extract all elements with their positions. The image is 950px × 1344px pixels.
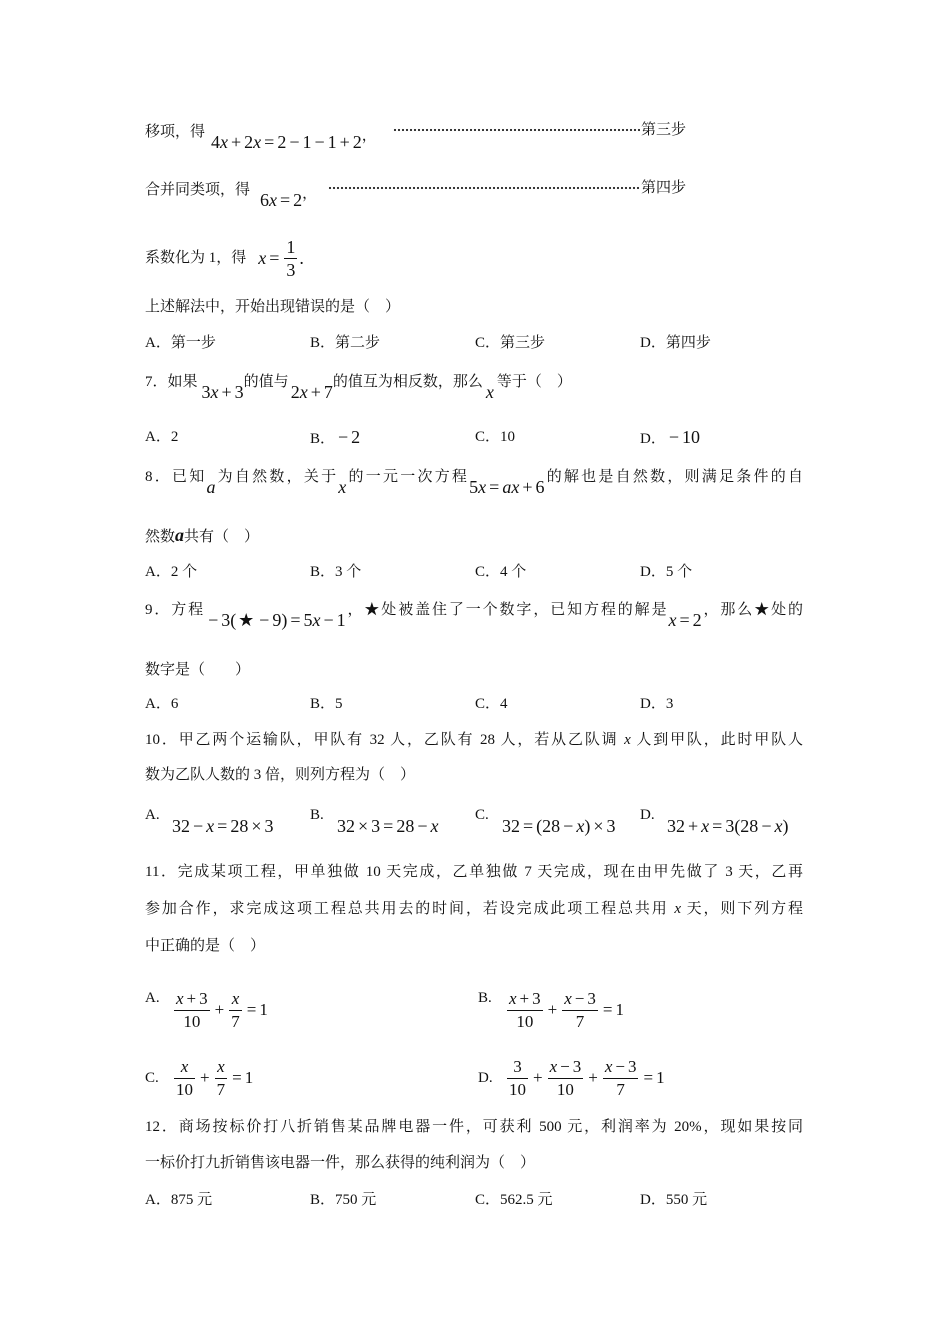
option-text: − 2 bbox=[338, 427, 361, 447]
option-text: 3 bbox=[665, 696, 674, 712]
question-text: 的值与 bbox=[243, 374, 289, 390]
option-letter: C． bbox=[475, 335, 501, 351]
step-label: 移项，得 bbox=[145, 124, 206, 140]
question-text: 为自然数，关于 bbox=[215, 469, 339, 485]
option-text: − 10 bbox=[668, 427, 700, 447]
option-letter: C． bbox=[475, 696, 501, 712]
q8-option-c bbox=[475, 562, 526, 582]
fraction-numerator: x − 3 bbox=[562, 988, 598, 1011]
step-tag: 第四步 bbox=[641, 180, 687, 196]
q8-option-d bbox=[640, 562, 692, 582]
fraction-numerator: x bbox=[215, 1056, 228, 1079]
option-letter: B． bbox=[310, 1192, 336, 1208]
fraction-denominator: 10 bbox=[183, 1011, 201, 1031]
option-letter: C. bbox=[475, 807, 489, 823]
question-text: 然数 bbox=[145, 529, 176, 545]
q6-option-c bbox=[475, 333, 545, 353]
fraction-denominator: 10 bbox=[556, 1079, 574, 1099]
fraction bbox=[603, 1056, 639, 1101]
step-label: 合并同类项，得 bbox=[145, 182, 251, 198]
question-text: 9．方程 bbox=[145, 602, 206, 618]
fraction bbox=[229, 988, 242, 1033]
question-text: 12．商场按标价打八折销售某品牌电器一件，可获利 500 元，利润率为 20%，现如果按同 bbox=[145, 1119, 803, 1135]
fraction bbox=[507, 1056, 528, 1101]
option-letter: D． bbox=[640, 564, 666, 580]
q12-option-c bbox=[475, 1190, 553, 1210]
question-text: 共有（ ） bbox=[184, 529, 260, 545]
fraction-numerator: x + 3 bbox=[174, 988, 210, 1011]
q7-option-c bbox=[475, 427, 515, 447]
q7-option-b bbox=[310, 427, 360, 449]
option-letter: C． bbox=[475, 1192, 501, 1208]
option-equation: 32 = (28 − x) × 3 bbox=[502, 816, 616, 836]
operator: + bbox=[214, 1000, 225, 1019]
option-text: 第二步 bbox=[335, 335, 381, 351]
option-equation: 32 × 3 = 28 − x bbox=[337, 816, 439, 836]
question-math: 5x = ax + 6 bbox=[469, 477, 545, 497]
q12-stem-line-2 bbox=[145, 1153, 535, 1173]
fraction-numerator: x − 3 bbox=[548, 1056, 584, 1079]
right-hand-side: = 1 bbox=[643, 1068, 665, 1087]
question-math: a bbox=[175, 525, 185, 545]
fraction-denominator: 7 bbox=[231, 1011, 240, 1031]
option-letter: C. bbox=[145, 1070, 159, 1086]
operator: + bbox=[547, 1000, 558, 1019]
option-letter: D． bbox=[640, 335, 666, 351]
right-hand-side: = 1 bbox=[602, 1000, 624, 1019]
step-lhs: x = bbox=[258, 248, 280, 268]
question-text: ，★处被盖住了一个数字，已知方程的解是 bbox=[345, 602, 669, 618]
question-math: x bbox=[485, 382, 494, 402]
right-hand-side: = 1 bbox=[246, 1000, 268, 1019]
solution-step-5 bbox=[145, 233, 304, 283]
fraction bbox=[507, 988, 543, 1033]
q9-option-d bbox=[640, 694, 673, 714]
q6-option-b bbox=[310, 333, 380, 353]
dotted-leader bbox=[328, 186, 640, 190]
fraction-numerator: 3 bbox=[507, 1056, 528, 1079]
fraction bbox=[215, 1056, 228, 1101]
q9-option-c bbox=[475, 694, 508, 714]
option-text: 第一步 bbox=[170, 335, 216, 351]
fraction bbox=[562, 988, 598, 1033]
option-text: 550 元 bbox=[665, 1192, 708, 1208]
option-letter: B． bbox=[310, 431, 336, 447]
q9-stem-line-2 bbox=[145, 660, 250, 680]
fraction bbox=[284, 236, 297, 281]
option-letter: B. bbox=[478, 990, 492, 1006]
option-letter: B． bbox=[310, 696, 336, 712]
dotted-leader bbox=[393, 128, 640, 132]
q12-option-b bbox=[310, 1190, 376, 1210]
option-letter: D. bbox=[640, 807, 655, 823]
question-math: − 3(★ − 9) = 5x − 1 bbox=[208, 610, 346, 630]
option-equation: 32 − x = 28 × 3 bbox=[172, 816, 274, 836]
q12-option-a bbox=[145, 1190, 212, 1210]
question-text: 的解也是自然数，则满足条件的自 bbox=[544, 469, 803, 485]
option-text: 750 元 bbox=[335, 1192, 377, 1208]
q9-option-b bbox=[310, 694, 343, 714]
option-text: 10 bbox=[500, 429, 516, 445]
q9-stem-line-1 bbox=[145, 598, 803, 630]
option-text: 4 bbox=[500, 696, 508, 712]
option-letter: A. bbox=[145, 990, 160, 1006]
option-letter: A． bbox=[145, 696, 171, 712]
q11-stem-line-2 bbox=[145, 899, 803, 919]
option-letter: A． bbox=[145, 335, 171, 351]
option-text: 5 bbox=[335, 696, 343, 712]
option-text: 2 bbox=[170, 429, 179, 445]
question-text: 10．甲乙两个运输队，甲队有 32 人，乙队有 28 人，若从乙队调 x 人到甲队，此时甲队人 bbox=[145, 732, 803, 748]
operator: + bbox=[200, 1068, 210, 1087]
step-end: . bbox=[299, 248, 304, 268]
option-text: 5 个 bbox=[665, 564, 693, 580]
q12-stem-line-1 bbox=[145, 1117, 803, 1137]
step-label: 系数化为 1，得 bbox=[145, 250, 247, 266]
option-letter: B． bbox=[310, 564, 336, 580]
fraction bbox=[174, 1056, 195, 1101]
question-text: 7．如果 bbox=[145, 374, 198, 390]
option-letter: A． bbox=[145, 564, 171, 580]
operator: + bbox=[588, 1068, 598, 1087]
step-punct: ， bbox=[302, 186, 318, 202]
option-letter: B． bbox=[310, 335, 336, 351]
q8-option-a bbox=[145, 562, 197, 582]
option-letter: B. bbox=[310, 807, 324, 823]
fraction-numerator: 1 bbox=[286, 236, 296, 257]
fraction-denominator: 10 bbox=[176, 1079, 193, 1099]
step-punct: ， bbox=[361, 128, 377, 144]
option-text: 2 个 bbox=[170, 564, 198, 580]
q6-option-a bbox=[145, 333, 216, 353]
option-letter: C． bbox=[475, 429, 501, 445]
q11-stem-line-3 bbox=[145, 936, 265, 956]
option-letter: D. bbox=[478, 1070, 493, 1086]
question-text: 中正确的是（ ） bbox=[145, 938, 266, 954]
option-letter: D． bbox=[640, 1192, 666, 1208]
fraction-denominator: 10 bbox=[516, 1011, 534, 1031]
fraction-numerator: x + 3 bbox=[507, 988, 543, 1011]
solution-step-3 bbox=[145, 120, 687, 152]
fraction-denominator: 10 bbox=[509, 1079, 526, 1099]
question-math: 3x + 3 bbox=[201, 382, 244, 402]
option-equation bbox=[172, 985, 268, 1035]
operator: + bbox=[533, 1068, 543, 1087]
fraction-denominator: 7 bbox=[616, 1079, 625, 1099]
fraction bbox=[548, 1056, 584, 1101]
question-math: x bbox=[338, 477, 347, 497]
option-letter: D． bbox=[640, 696, 666, 712]
option-text: 4 个 bbox=[500, 564, 527, 580]
question-math: x = 2 bbox=[668, 610, 702, 630]
option-text: 875 元 bbox=[170, 1192, 213, 1208]
q10-stem-line-1 bbox=[145, 730, 803, 750]
question-text: 一标价打九折销售该电器一件，那么获得的纯利润为（ ） bbox=[145, 1155, 536, 1171]
option-text: 562.5 元 bbox=[500, 1192, 553, 1208]
q9-option-a bbox=[145, 694, 178, 714]
option-equation bbox=[505, 985, 624, 1035]
question-text: 等于（ ） bbox=[496, 374, 572, 390]
question-text: 数字是（ ） bbox=[145, 662, 251, 678]
right-hand-side: = 1 bbox=[232, 1068, 254, 1087]
option-equation: 32 + x = 3(28 − x) bbox=[667, 816, 789, 836]
option-equation bbox=[505, 1053, 665, 1103]
option-letter: D． bbox=[640, 431, 666, 447]
q8-stem-line-1 bbox=[145, 465, 803, 497]
question-text: ，那么★处的 bbox=[701, 602, 803, 618]
question-text: 8．已知 bbox=[145, 469, 207, 485]
question-text: 上述解法中，开始出现错误的是（ ） bbox=[145, 299, 401, 315]
option-letter: A. bbox=[145, 807, 160, 823]
q12-option-d bbox=[640, 1190, 707, 1210]
step-equation: 6x = 2 bbox=[260, 190, 303, 210]
question-text: 11．完成某项工程，甲单独做 10 天完成，乙单独做 7 天完成，现在由甲先做了 3 天，乙再 bbox=[145, 864, 803, 880]
fraction bbox=[174, 988, 210, 1033]
q7-option-d bbox=[640, 427, 700, 449]
q6-option-d bbox=[640, 333, 711, 353]
fraction-denominator: 3 bbox=[286, 259, 296, 280]
q8-stem-line-2 bbox=[145, 525, 259, 545]
option-equation bbox=[172, 1053, 253, 1103]
step-equation: 4x + 2x = 2 − 1 − 1 + 2 bbox=[211, 132, 362, 152]
fraction-numerator: x bbox=[174, 1056, 195, 1079]
q10-stem-line-2 bbox=[145, 765, 415, 785]
option-text: 第四步 bbox=[665, 335, 711, 351]
fraction-denominator: 7 bbox=[216, 1079, 226, 1099]
q8-option-b bbox=[310, 562, 361, 582]
option-letter: A． bbox=[145, 1192, 171, 1208]
option-text: 6 bbox=[170, 696, 179, 712]
option-letter: C． bbox=[475, 564, 501, 580]
q7-option-a bbox=[145, 427, 178, 447]
question-text: 数为乙队人数的 3 倍，则列方程为（ ） bbox=[145, 767, 416, 783]
q7-stem bbox=[145, 370, 572, 402]
question-text: 参加合作，求完成这项工程总共用去的时间，若设完成此项工程总共用 x 天，则下列方程 bbox=[145, 901, 803, 917]
question-math: a bbox=[206, 477, 216, 497]
question-text: 的一元一次方程 bbox=[346, 469, 470, 485]
fraction-numerator: x bbox=[229, 988, 242, 1011]
step-tag: 第三步 bbox=[641, 122, 687, 138]
fraction-denominator: 7 bbox=[575, 1011, 585, 1031]
option-text: 第三步 bbox=[500, 335, 546, 351]
solution-step-4 bbox=[145, 178, 687, 210]
q6-stem bbox=[145, 297, 400, 317]
fraction-numerator: x − 3 bbox=[603, 1056, 639, 1079]
q11-stem-line-1 bbox=[145, 862, 803, 882]
question-text: 的值互为相反数，那么 bbox=[332, 374, 483, 390]
option-text: 3 个 bbox=[335, 564, 362, 580]
option-letter: A． bbox=[145, 429, 171, 445]
question-math: 2x + 7 bbox=[290, 382, 333, 402]
